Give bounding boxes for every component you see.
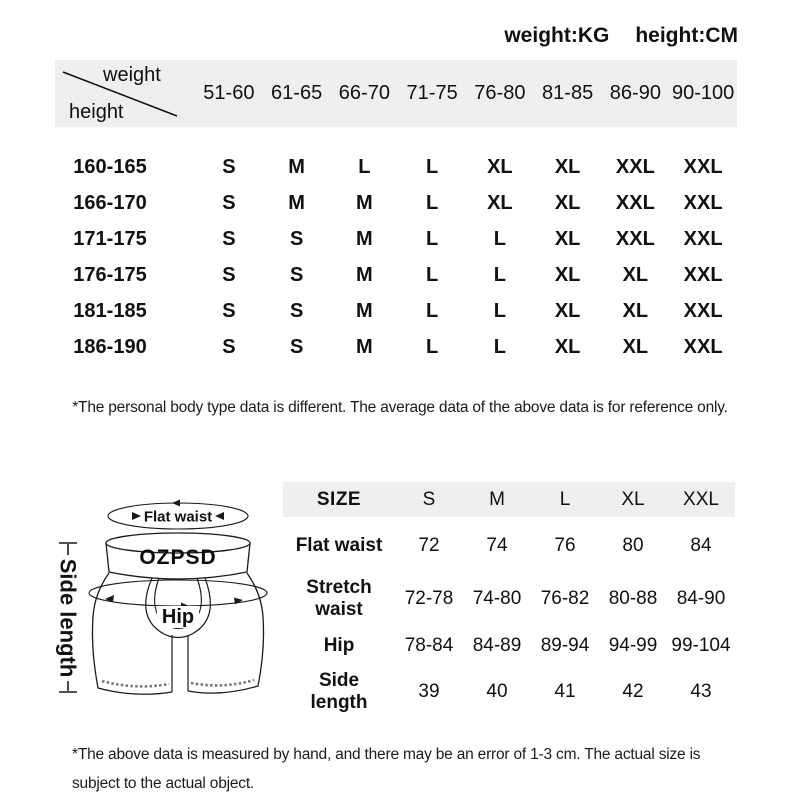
size-col-header: L — [559, 488, 571, 510]
measure-label: Flat waist — [295, 535, 383, 557]
size-cell: XXL — [615, 155, 655, 178]
size-cell: S — [222, 155, 236, 178]
weight-col-header: 66-70 — [338, 82, 390, 104]
measure-value: 39 — [418, 681, 440, 702]
size-cell: S — [222, 191, 236, 214]
table-row — [283, 575, 735, 623]
weight-col-header: 76-80 — [474, 82, 526, 104]
table-row — [283, 517, 735, 575]
measure-value: 84-90 — [676, 588, 726, 609]
weight-col-header: 51-60 — [203, 82, 255, 104]
size-col-header: M — [489, 488, 505, 510]
size-cell: S — [222, 263, 236, 286]
measure-value: 94-99 — [608, 635, 658, 656]
size-col-header: S — [422, 488, 436, 510]
size-cell: S — [222, 335, 236, 358]
size-by-body-table — [55, 60, 737, 365]
measure-value: 80-88 — [608, 588, 658, 609]
size-cell: XL — [554, 155, 581, 178]
arrow-left-icon — [215, 512, 224, 520]
measure-value: 74 — [486, 535, 508, 556]
measure-value: 74-80 — [472, 588, 522, 609]
measure-value: 76 — [554, 535, 576, 556]
size-cell: XXL — [683, 263, 723, 286]
size-cell: S — [222, 299, 236, 322]
size-cell: XXL — [683, 191, 723, 214]
size-cell: XXL — [683, 155, 723, 178]
size-cell: XL — [487, 155, 513, 178]
measure-value: 78-84 — [404, 635, 454, 656]
table-row — [55, 329, 737, 365]
size-cell: XL — [554, 299, 581, 322]
brand-logo: OZPSD — [139, 546, 217, 569]
measure-label: Side length — [310, 670, 368, 713]
height-range-label: 176-175 — [73, 263, 147, 286]
shorts-measurement-diagram — [45, 485, 280, 720]
weight-col-header: 90-100 — [671, 82, 735, 104]
size-cell: L — [426, 155, 439, 178]
hip-label: Hip — [161, 606, 195, 628]
hem-stitching — [102, 680, 254, 686]
weight-col-header: 61-65 — [271, 82, 323, 104]
measure-value: 42 — [622, 681, 644, 702]
measure-value: 80 — [622, 535, 644, 556]
size-cell: M — [288, 155, 305, 178]
size-cell: L — [493, 335, 506, 358]
size-cell: XXL — [683, 335, 723, 358]
table-row — [55, 185, 737, 221]
size-cell: L — [426, 299, 439, 322]
arrow-left-icon — [172, 500, 180, 507]
hip-measure — [89, 580, 267, 628]
height-range-label: 160-165 — [73, 155, 147, 178]
side-length-label: Side length — [55, 558, 81, 678]
table-row — [283, 669, 735, 715]
size-cell: S — [289, 299, 304, 322]
size-cell: M — [356, 191, 373, 214]
weight-col-header: 81-85 — [542, 82, 594, 104]
measurements-table — [283, 482, 735, 715]
flat-waist-measure — [108, 500, 248, 530]
table-row — [55, 221, 737, 257]
arrow-right-icon — [132, 512, 141, 520]
size-cell: XL — [622, 299, 649, 322]
measure-value: 41 — [554, 681, 576, 702]
table-row — [55, 293, 737, 329]
corner-height-label: height — [69, 101, 124, 123]
flat-waist-label: Flat waist — [143, 508, 213, 526]
measure-value: 89-94 — [540, 635, 590, 656]
shorts-outline — [92, 573, 263, 694]
height-range-label: 166-170 — [73, 191, 147, 214]
size-cell: XL — [487, 191, 513, 214]
height-range-label: 171-175 — [73, 227, 147, 250]
measure-label: Stretch waist — [306, 577, 372, 620]
size-cell: XXL — [615, 191, 655, 214]
size-col-header: SIZE — [316, 488, 362, 510]
measure-value: 84-89 — [472, 635, 522, 656]
size-cell: XL — [554, 227, 581, 250]
corner-weight-label: weight — [103, 64, 161, 86]
measurement-error-note: *The above data is measured by hand, and there may be an error of 1-3 cm. The actual size is subject to the actual object. — [72, 746, 701, 793]
size-cell: XXL — [683, 299, 723, 322]
size-cell: M — [356, 227, 373, 250]
size-cell: L — [493, 299, 506, 322]
size-col-header: XXL — [683, 488, 719, 510]
units-header — [504, 24, 738, 48]
measure-value: 76-82 — [540, 588, 590, 609]
measure-label: Hip — [323, 635, 355, 657]
size-cell: L — [426, 191, 439, 214]
measurements-header-row — [283, 482, 735, 517]
size-cell: S — [222, 227, 236, 250]
corner-cell — [55, 60, 195, 127]
reference-note: *The personal body type data is different. The average data of the above data is for reference only. — [72, 399, 728, 416]
size-cell: XL — [622, 263, 649, 286]
size-cell: S — [289, 227, 304, 250]
pouch-seams — [146, 578, 211, 692]
waistband — [106, 533, 250, 579]
measure-value: 40 — [486, 681, 508, 702]
height-unit-label: height:CM — [635, 24, 738, 47]
size-cell: XL — [622, 335, 649, 358]
size-col-header: XL — [621, 488, 645, 510]
measure-value: 99-104 — [671, 635, 731, 656]
size-cell: L — [426, 227, 439, 250]
size-cell: L — [493, 227, 506, 250]
side-length-measure — [56, 543, 81, 692]
size-cell: S — [289, 263, 304, 286]
size-by-body-rows — [55, 149, 737, 365]
size-cell: L — [493, 263, 506, 286]
size-cell: M — [356, 335, 373, 358]
size-cell: XXL — [615, 227, 655, 250]
weight-col-header: 71-75 — [406, 82, 458, 104]
height-range-label: 181-185 — [73, 299, 147, 322]
size-cell: L — [358, 155, 371, 178]
size-cell: L — [426, 335, 439, 358]
weight-col-header: 86-90 — [609, 82, 661, 104]
size-cell: L — [426, 263, 439, 286]
size-cell: XXL — [683, 227, 723, 250]
size-cell: S — [289, 335, 304, 358]
size-cell: M — [356, 263, 373, 286]
table-row — [283, 623, 735, 669]
size-cell: XL — [554, 335, 581, 358]
size-cell: XL — [554, 191, 581, 214]
weight-unit-label: weight:KG — [504, 24, 610, 47]
measure-value: 84 — [690, 535, 712, 556]
table-row — [55, 149, 737, 185]
arrow-right-icon — [234, 598, 243, 605]
size-cell: XL — [554, 263, 581, 286]
measure-value: 72-78 — [404, 588, 454, 609]
table-row — [55, 257, 737, 293]
size-cell: M — [288, 191, 305, 214]
size-cell: M — [356, 299, 373, 322]
measure-value: 72 — [418, 535, 440, 556]
measure-value: 43 — [690, 681, 712, 702]
size-by-body-header-row — [55, 60, 737, 127]
height-range-label: 186-190 — [73, 335, 147, 358]
